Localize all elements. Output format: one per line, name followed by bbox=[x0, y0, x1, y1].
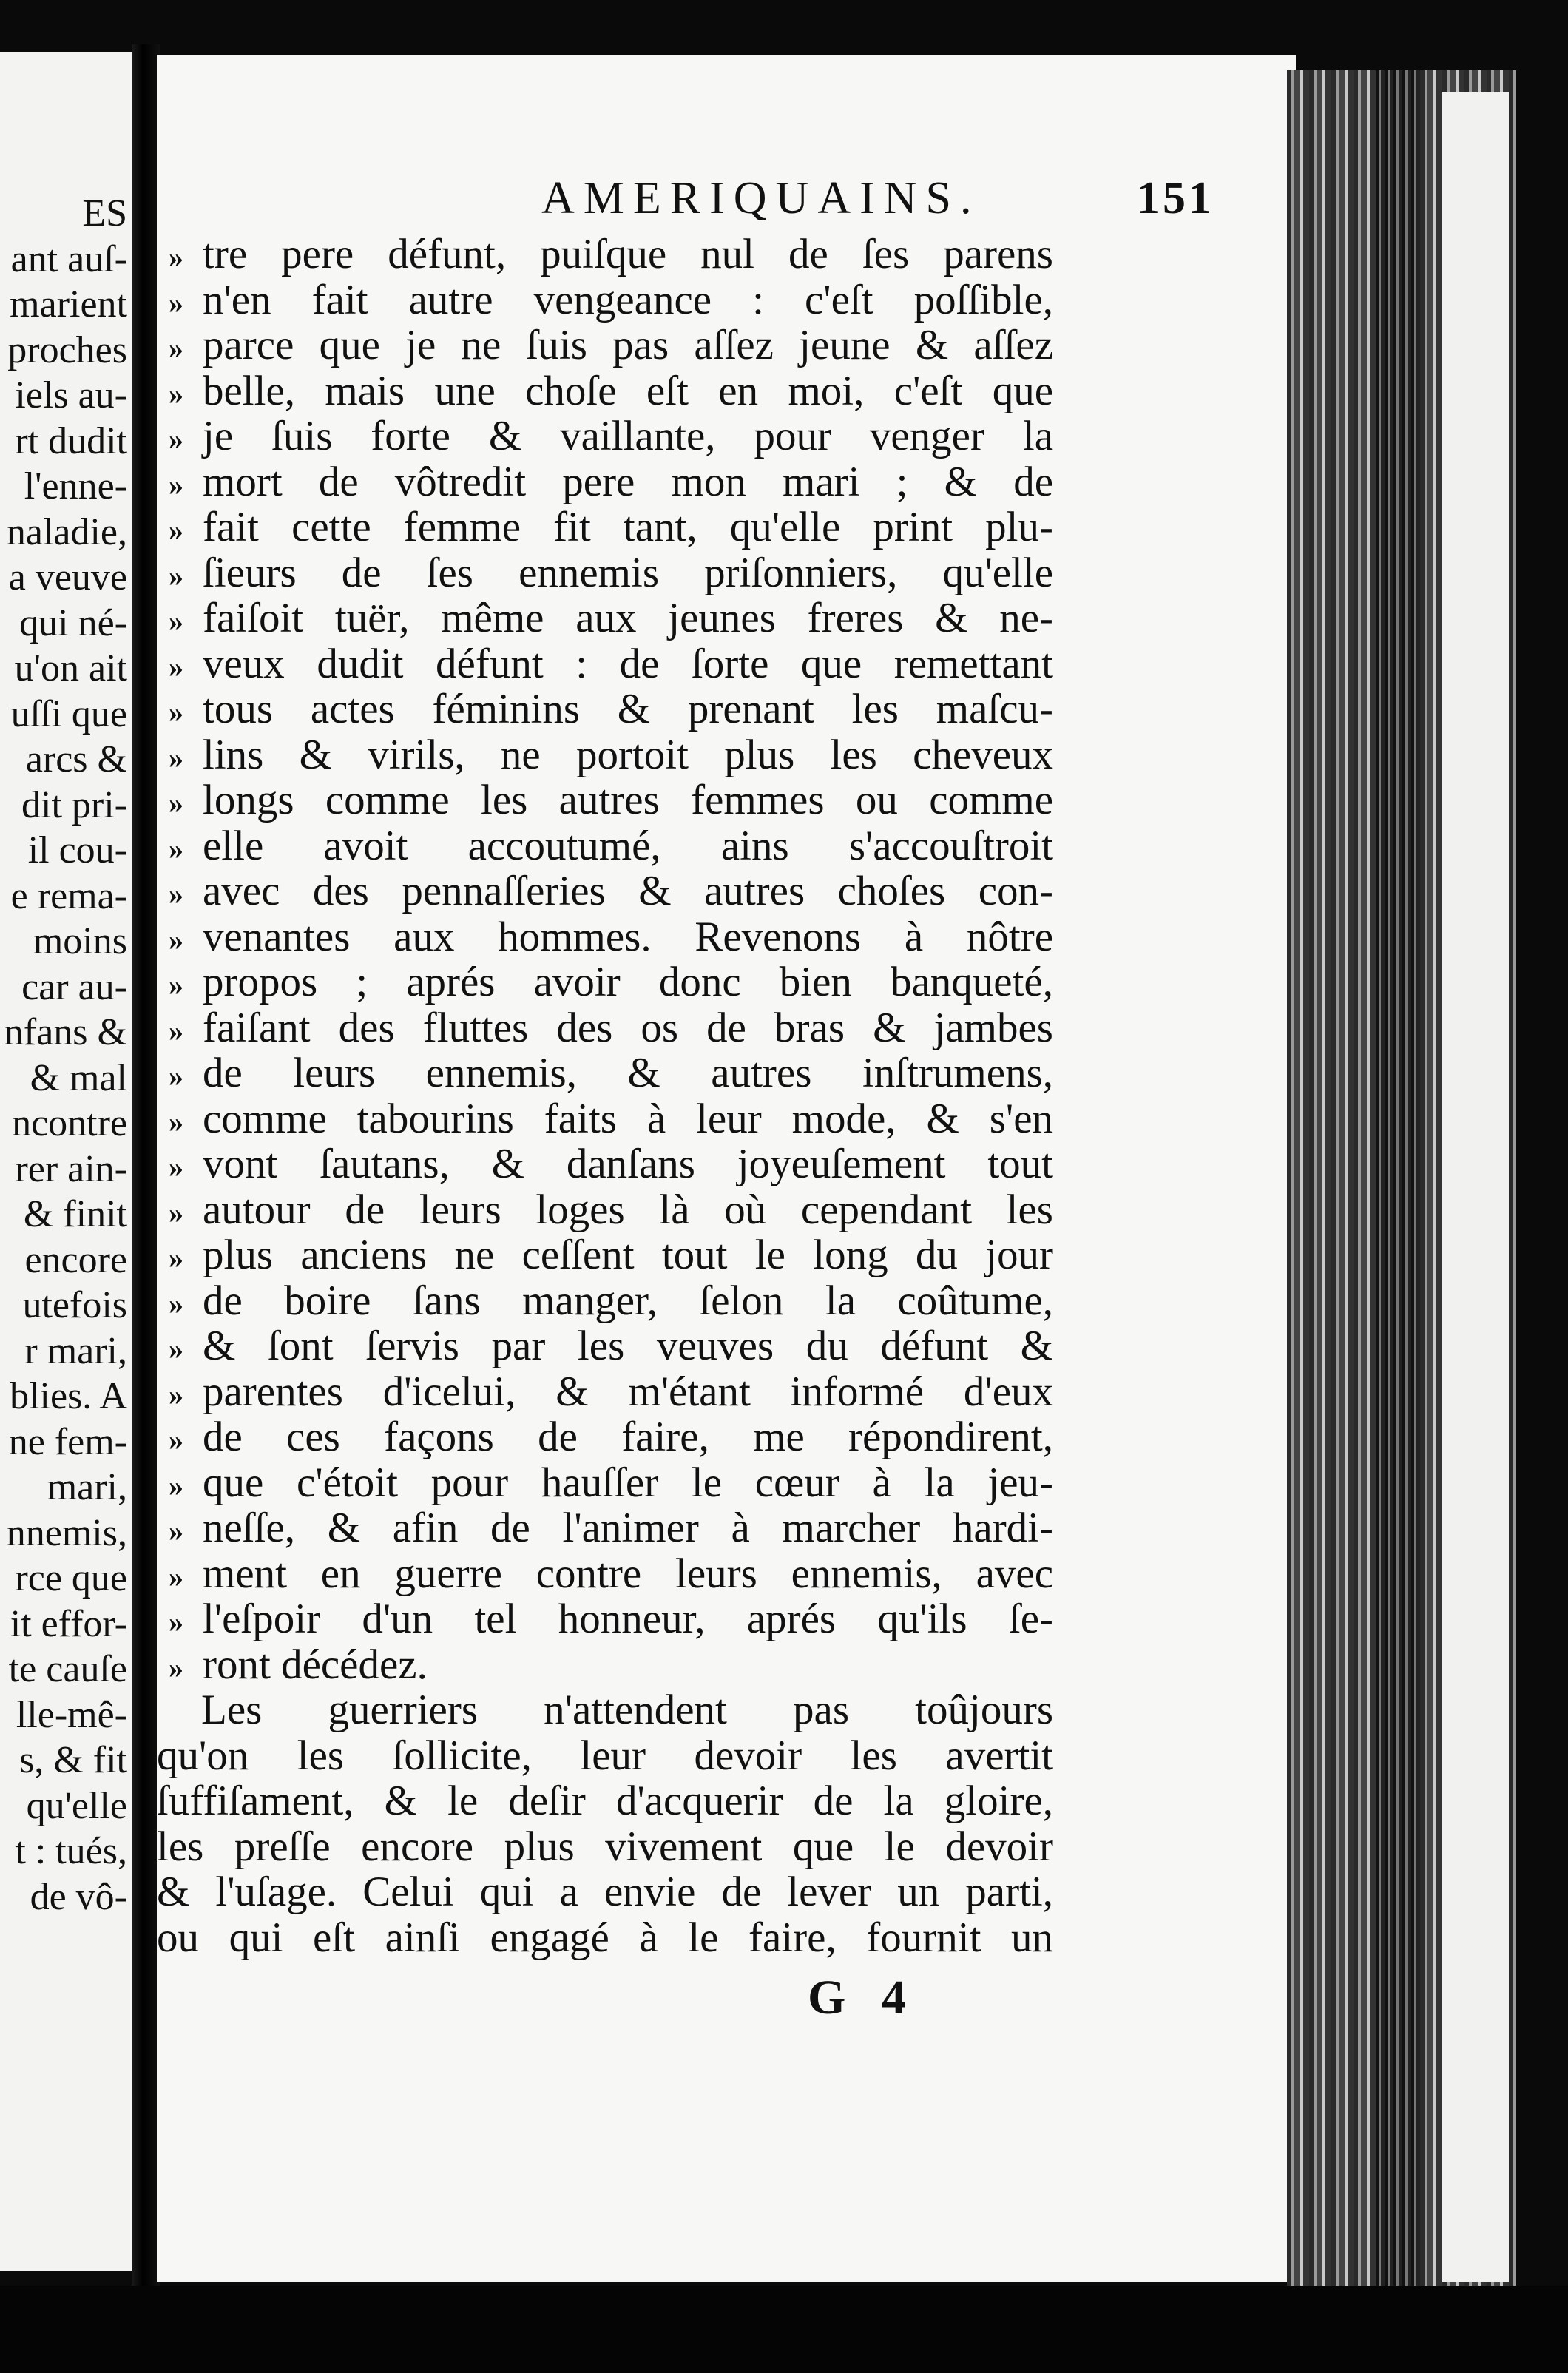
paragraph-line bbox=[157, 1687, 1067, 1733]
book-page bbox=[157, 55, 1296, 2282]
line-text: n'en fait autre vengeance : c'eſt poſſible, bbox=[203, 276, 1053, 323]
previous-page-line: dit pri- bbox=[21, 783, 127, 826]
previous-page-line: te cauſe bbox=[8, 1648, 127, 1690]
line-text: veux dudit défunt : de ſorte que remettant bbox=[203, 640, 1053, 687]
quoted-text-line bbox=[157, 323, 1067, 368]
previous-page-line: arcs & bbox=[25, 738, 127, 780]
quote-mark: » bbox=[169, 740, 183, 774]
previous-page-line: qui né- bbox=[19, 601, 127, 644]
previous-page-line: ne fem- bbox=[8, 1420, 127, 1463]
quote-mark: » bbox=[169, 922, 183, 956]
line-text: fait cette femme fit tant, qu'elle print plu- bbox=[203, 504, 1053, 550]
previous-page-line: mari, bbox=[47, 1466, 127, 1508]
quote-mark: » bbox=[169, 1286, 183, 1320]
quote-mark: » bbox=[169, 1332, 183, 1366]
previous-page-line: car au- bbox=[21, 965, 127, 1008]
previous-page-line: naladie, bbox=[6, 510, 127, 553]
quoted-text-line bbox=[157, 277, 1067, 323]
previous-page-line: ES bbox=[82, 192, 127, 234]
previous-page-line: t : tués, bbox=[15, 1830, 127, 1872]
line-text: elle avoit accoutumé, ains s'accouſtroit bbox=[203, 822, 1053, 869]
quote-mark: » bbox=[169, 695, 183, 729]
line-text: ſuffiſament, & le deſir d'acquerir de la gloire, bbox=[157, 1778, 1053, 1824]
previous-page-text bbox=[0, 191, 127, 1920]
page-number: 151 bbox=[1137, 173, 1214, 223]
quoted-text-line bbox=[157, 823, 1067, 869]
line-text: l'eſpoir d'un tel honneur, aprés qu'ils ſe- bbox=[203, 1596, 1053, 1642]
quote-mark: » bbox=[169, 1013, 183, 1047]
quote-mark: » bbox=[169, 1605, 183, 1638]
line-text: neſſe, & afin de l'animer à marcher hardi- bbox=[203, 1505, 1053, 1551]
scan-background bbox=[0, 2286, 1568, 2373]
quoted-text-line bbox=[157, 1551, 1067, 1597]
quoted-text-line bbox=[157, 686, 1067, 732]
quoted-text-line bbox=[157, 1369, 1067, 1415]
line-text: de leurs ennemis, & autres inſtrumens, bbox=[203, 1050, 1053, 1096]
previous-page-line: rce que bbox=[15, 1557, 127, 1599]
line-text: plus anciens ne ceſſent tout le long du jour bbox=[203, 1232, 1053, 1278]
previous-page-line: de vô- bbox=[30, 1875, 127, 1918]
line-text: ſieurs de ſes ennemis priſonniers, qu'elle bbox=[203, 549, 1053, 596]
quote-mark: » bbox=[169, 331, 183, 365]
previous-page-line: moins bbox=[33, 920, 127, 962]
quote-mark: » bbox=[169, 877, 183, 911]
previous-page-line: a veuve bbox=[8, 556, 127, 598]
quoted-text-line bbox=[157, 1232, 1067, 1278]
signature-mark: G 4 bbox=[808, 1971, 918, 2025]
line-text: lins & virils, ne portoit plus les cheveux bbox=[203, 731, 1053, 778]
quoted-text-line bbox=[157, 1187, 1067, 1233]
quoted-text-line bbox=[157, 1141, 1067, 1187]
previous-page-line: nnemis, bbox=[6, 1511, 127, 1554]
quote-mark: » bbox=[169, 1468, 183, 1502]
quoted-text-line bbox=[157, 1642, 1067, 1688]
quote-mark: » bbox=[169, 1059, 183, 1093]
previous-page-line: lle-mê- bbox=[16, 1693, 127, 1736]
line-text: tous actes féminins & prenant les maſcu- bbox=[203, 686, 1053, 732]
line-text: tre pere défunt, puiſque nul de ſes parens bbox=[203, 231, 1053, 277]
quote-mark: » bbox=[169, 377, 183, 411]
line-text: ment en guerre contre leurs ennemis, avec bbox=[203, 1550, 1053, 1597]
quote-mark: » bbox=[169, 968, 183, 1002]
quoted-text-line bbox=[157, 504, 1067, 550]
previous-page-line: & mal bbox=[30, 1056, 127, 1099]
quote-mark: » bbox=[169, 240, 183, 274]
previous-page-fragment bbox=[0, 52, 132, 2271]
previous-page-line: qu'elle bbox=[26, 1784, 127, 1827]
quoted-text-line bbox=[157, 732, 1067, 778]
paragraph-line bbox=[157, 1915, 1067, 1961]
line-text: venantes aux hommes. Revenons à nôtre bbox=[203, 913, 1053, 960]
previous-page-line: ant auſ- bbox=[10, 237, 127, 280]
quote-mark: » bbox=[169, 422, 183, 456]
quoted-text-line bbox=[157, 459, 1067, 505]
quote-mark: » bbox=[169, 1514, 183, 1547]
line-text: avec des pennaſſeries & autres choſes con- bbox=[203, 868, 1053, 914]
quote-mark: » bbox=[169, 1241, 183, 1275]
page-header bbox=[379, 172, 1214, 232]
line-text: faiſant des fluttes des os de bras & jambes bbox=[203, 1004, 1053, 1051]
line-text: vont ſautans, & danſans joyeuſement tout bbox=[203, 1141, 1053, 1187]
line-text: ou qui eſt ainſi engagé à le faire, fournit un bbox=[157, 1914, 1053, 1961]
quoted-text-line bbox=[157, 595, 1067, 641]
back-board-edge bbox=[1442, 92, 1509, 2282]
previous-page-line: nfans & bbox=[4, 1011, 127, 1053]
line-text: mort de vôtredit pere mon mari ; & de bbox=[203, 458, 1053, 505]
quote-mark: » bbox=[169, 831, 183, 865]
quoted-text-line bbox=[157, 914, 1067, 960]
quote-mark: » bbox=[169, 604, 183, 638]
previous-page-line: iels au- bbox=[15, 374, 127, 416]
previous-page-line: marient bbox=[10, 283, 127, 325]
quote-mark: » bbox=[169, 1104, 183, 1138]
quoted-text-line bbox=[157, 868, 1067, 914]
quote-mark: » bbox=[169, 286, 183, 320]
line-text: de ces façons de faire, me répondirent, bbox=[203, 1414, 1053, 1460]
book-gutter bbox=[132, 44, 160, 2293]
quote-mark: » bbox=[169, 1377, 183, 1411]
line-text: longs comme les autres femmes ou comme bbox=[203, 777, 1053, 823]
paragraph-line bbox=[157, 1824, 1067, 1870]
line-text: ront décédez. bbox=[203, 1641, 428, 1688]
quoted-text-line bbox=[157, 1505, 1067, 1551]
running-head: AMERIQUAINS. bbox=[541, 173, 981, 223]
previous-page-line: e rema- bbox=[10, 874, 127, 917]
quote-mark: » bbox=[169, 786, 183, 820]
previous-page-line: & finit bbox=[23, 1193, 127, 1235]
quoted-text-line bbox=[157, 1050, 1067, 1096]
previous-page-line: it effor- bbox=[10, 1602, 127, 1645]
line-text: faiſoit tuër, même aux jeunes freres & ne- bbox=[203, 595, 1053, 641]
quote-mark: » bbox=[169, 1150, 183, 1184]
line-text: & ſont ſervis par les veuves du défunt & bbox=[203, 1323, 1053, 1369]
quoted-text-line bbox=[157, 368, 1067, 414]
quote-mark: » bbox=[169, 1195, 183, 1229]
quoted-text-line bbox=[157, 1414, 1067, 1460]
line-text: parce que je ne ſuis pas aſſez jeune & aſſez bbox=[203, 322, 1053, 368]
quoted-text-line bbox=[157, 1596, 1067, 1642]
previous-page-line: u'on ait bbox=[14, 647, 127, 689]
quote-mark: » bbox=[169, 558, 183, 593]
previous-page-line: il cou- bbox=[27, 829, 127, 871]
quoted-text-line bbox=[157, 232, 1067, 277]
line-text: belle, mais une choſe eſt en moi, c'eſt que bbox=[203, 367, 1053, 414]
page-body-text bbox=[157, 232, 1067, 1960]
line-text: parentes d'icelui, & m'étant informé d'eux bbox=[203, 1368, 1053, 1415]
previous-page-line: proches bbox=[7, 328, 127, 371]
quoted-text-line bbox=[157, 1096, 1067, 1142]
line-text: & l'uſage. Celui qui a envie de lever un parti, bbox=[157, 1869, 1053, 1915]
previous-page-line: utefois bbox=[22, 1284, 127, 1326]
previous-page-line: blies. A bbox=[10, 1375, 127, 1417]
quoted-text-line bbox=[157, 550, 1067, 596]
quote-mark: » bbox=[169, 649, 183, 683]
previous-page-line: rt dudit bbox=[15, 419, 127, 462]
line-text: les preſſe encore plus vivement que le devoir bbox=[157, 1823, 1053, 1870]
quote-mark: » bbox=[169, 1650, 183, 1684]
previous-page-line: s, & fit bbox=[19, 1739, 127, 1781]
quoted-text-line bbox=[157, 1460, 1067, 1506]
line-text: comme tabourins faits à leur mode, & s'en bbox=[203, 1095, 1053, 1142]
quote-mark: » bbox=[169, 1559, 183, 1593]
quoted-text-line bbox=[157, 1278, 1067, 1324]
previous-page-line: uſſi que bbox=[10, 692, 127, 735]
quoted-text-line bbox=[157, 777, 1067, 823]
previous-page-line: ncontre bbox=[12, 1102, 127, 1144]
quoted-text-line bbox=[157, 1005, 1067, 1051]
quote-mark: » bbox=[169, 1423, 183, 1456]
previous-page-line: rer ain- bbox=[15, 1147, 127, 1190]
previous-page-line: encore bbox=[24, 1238, 127, 1281]
previous-page-line: l'enne- bbox=[24, 465, 127, 507]
quoted-text-line bbox=[157, 413, 1067, 459]
quoted-text-line bbox=[157, 641, 1067, 687]
line-text: que c'étoit pour hauſſer le cœur à la jeu- bbox=[203, 1459, 1053, 1506]
quote-mark: » bbox=[169, 513, 183, 547]
quoted-text-line bbox=[157, 1323, 1067, 1369]
quoted-text-line bbox=[157, 959, 1067, 1005]
line-text: de boire ſans manger, ſelon la coûtume, bbox=[203, 1277, 1053, 1324]
paragraph-line bbox=[157, 1733, 1067, 1779]
line-text: propos ; aprés avoir donc bien banqueté, bbox=[203, 959, 1053, 1005]
previous-page-line: r mari, bbox=[24, 1329, 127, 1372]
line-text: je ſuis forte & vaillante, pour venger la bbox=[203, 413, 1053, 459]
line-text: Les guerriers n'attendent pas toûjours bbox=[201, 1687, 1053, 1733]
page-edges-dark bbox=[1376, 70, 1420, 2293]
paragraph-line bbox=[157, 1869, 1067, 1915]
paragraph-line bbox=[157, 1778, 1067, 1824]
line-text: qu'on les ſollicite, leur devoir les avertit bbox=[157, 1732, 1053, 1779]
line-text: autour de leurs loges là où cependant les bbox=[203, 1186, 1053, 1233]
quote-mark: » bbox=[169, 467, 183, 502]
